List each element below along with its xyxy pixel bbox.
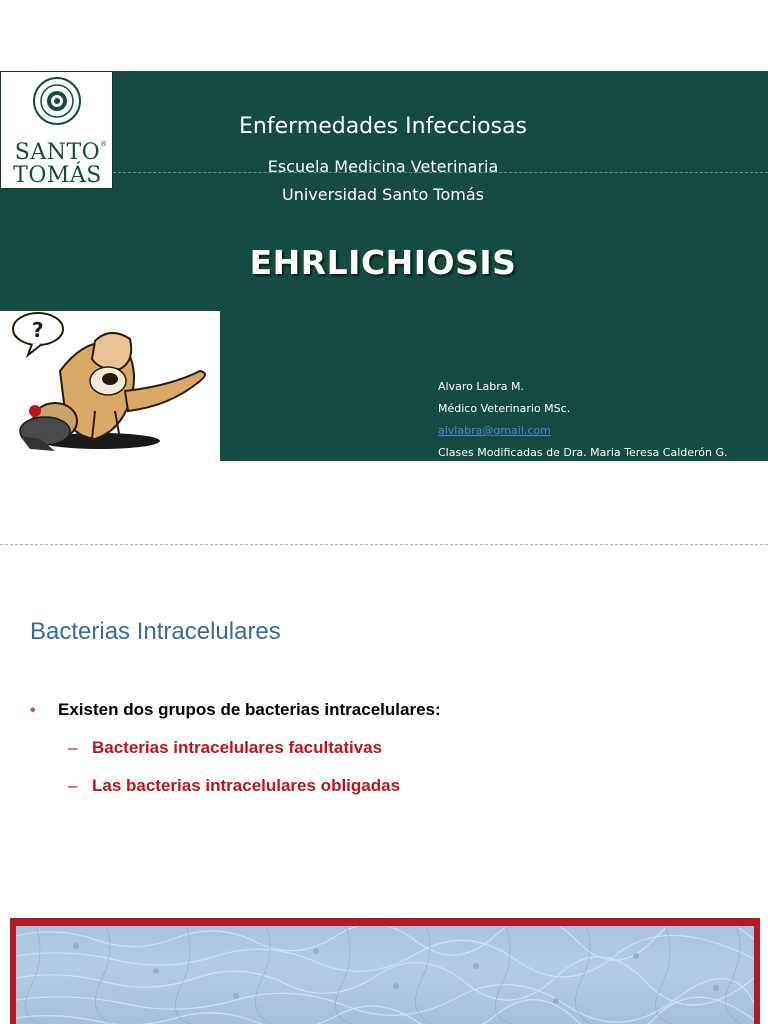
- author-degree: Médico Veterinario MSc.: [438, 402, 571, 415]
- dash-marker-icon: –: [68, 738, 78, 757]
- registered-mark: ®: [100, 140, 107, 148]
- author-name: Alvaro Labra M.: [438, 380, 524, 393]
- school-name: Escuela Medicina Veterinaria: [267, 157, 499, 176]
- slide-title: Bacterias Intracelulares: [30, 618, 281, 645]
- logo-word-tomas: TOMÁS: [13, 163, 102, 188]
- cartoon-illustration: [0, 311, 220, 461]
- sub-bullet-text: Bacterias intracelulares facultativas: [92, 738, 383, 757]
- sub-bullet-text: Las bacterias intracelulares obligadas: [92, 776, 401, 795]
- title-slide: [0, 71, 768, 461]
- svg-text:?: ?: [32, 318, 44, 342]
- page-divider: [0, 544, 768, 545]
- university-seal-icon: [32, 76, 82, 126]
- bullet-text: Existen dos grupos de bacterias intracelulares:: [58, 700, 441, 719]
- dash-marker-icon: –: [68, 776, 78, 795]
- sub-bullet-item: [68, 776, 400, 796]
- santo-tomas-logo: [0, 71, 113, 189]
- micrograph-frame: [10, 918, 760, 1024]
- sub-bullet-item: [68, 738, 382, 758]
- logo-word-santo: SANTO: [14, 140, 101, 165]
- author-block: [438, 376, 728, 461]
- topic-title: EHRLICHIOSIS: [249, 243, 517, 282]
- university-name: Universidad Santo Tomás: [282, 185, 484, 204]
- bullet-item: [30, 700, 441, 720]
- confused-dog-icon: [0, 311, 220, 461]
- course-title: Enfermedades Infecciosas: [238, 114, 528, 139]
- cell-micrograph-image: [16, 926, 754, 1024]
- cell-texture: [16, 926, 754, 1024]
- author-email-link[interactable]: alvlabra@gmail.com: [438, 424, 551, 437]
- bullet-dot-icon: •: [30, 702, 36, 719]
- author-credit: Clases Modificadas de Dra. Maria Teresa Calderón G.: [438, 446, 728, 459]
